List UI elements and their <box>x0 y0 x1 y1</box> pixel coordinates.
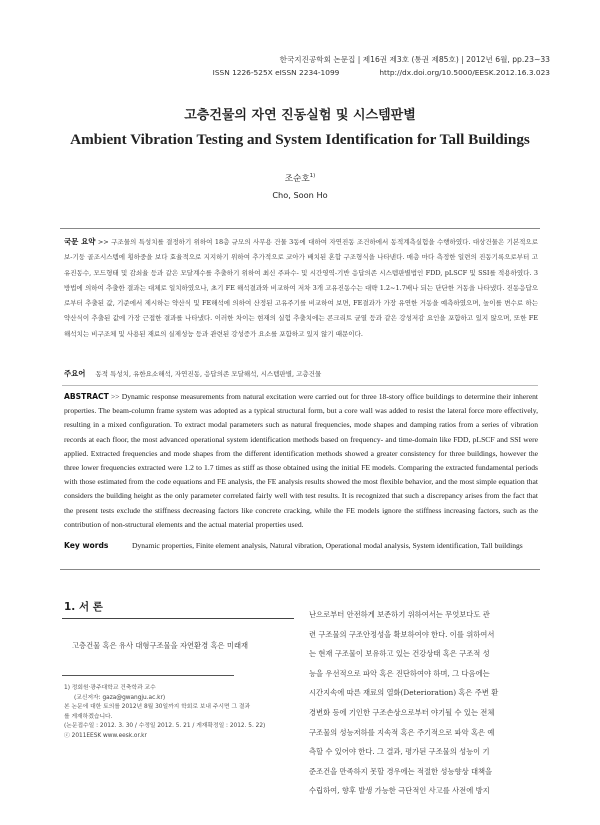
abstract-korean-label: 국문 요약 <box>64 237 96 246</box>
issn: ISSN 1226-525X eISSN 2234-1099 <box>212 68 340 77</box>
footnote-corresponding-email: (교신저자: gaza@gwangju.ac.kr) <box>74 694 166 701</box>
footnote-dates: (논문접수일 : 2012. 3. 30 / 수정일 2012. 5. 21 / 게재확정일 : 2012. 5. 22) <box>64 723 266 730</box>
keywords-english-text: Dynamic properties, Finite element analysis, Natural vibration, Operational modal analysis, System identification, Tall buildings <box>132 541 523 550</box>
title-english: Ambient Vibration Testing and System Identification for Tall Buildings <box>70 131 530 148</box>
abstract-divider <box>62 385 538 386</box>
intro-line: 난으로부터 안전하게 보존하기 위하여서는 무엇보다도 관 <box>309 610 490 619</box>
footnote-discussion-note-2: 를 게재하겠습니다. <box>64 713 113 720</box>
doi-link[interactable]: http://dx.doi.org/10.5000/EESK.2012.16.3.023 <box>379 68 550 77</box>
intro-right-column <box>309 605 539 801</box>
intro-line: 시간지속에 따른 재료의 열화(Deterioration) 혹은 주변 환 <box>309 688 499 698</box>
abstract-korean-text: 구조물의 특성치를 결정하기 위하여 18층 규모의 사무용 건물 3동에 대하여 자연진동 조건하에서 동적계측실험을 수행하였다. 대상건물은 기본적으로 보-기둥 골조시스템에 횡하중을 보다 효율적으로 지지하기 위하여 추가적으로 코아가 배치된 혼합 구조형식을 나타낸다. 매층 마다 측정한 일련의 진동기록으로부터 고유진동수, 모드형태 및 감쇠율 등과 같은 모달계수를 추출하기 위하여 최신 주파수- 및 시간영역-기반 응답의존 시스템판별법인 FDD, pLSCF 및 SSI를 적용하였다. 3방법에 의하여 추출한 결과는 대체로 일치하였으나, 초기 FE 해석결과와 비교하여 저차 3개 고유진동수는 대략 1.2~1.7배나 되는 단단한 거동을 나타냈다. 진동응답으로부터 추출된 값, 기준에서 제시하는 약산식 및 FE해석에 의하여 산정된 고유주기를 비교하여 보면, FE결과가 가장 유연한 거동을 예측하였으며, 높이를 변수로 하는 약산식이 추출된 값에 가장 근접한 결과를 나타냈다. 이러한 차이는 현재의 실험 추출치에는 콘크리트 균열 등과 같은 강성저감 요인을 포함하고 있지 않으며, 또한 FE 해석치는 비구조체 및 사용된 재료의 실제성능 등과 관련된 강성증가 요소를 포함하고 있지 않기 때문이다. <box>64 238 538 338</box>
section-title-rule <box>62 618 294 619</box>
intro-line: 수립하여, 향후 발생 가능한 극단적인 사고를 사전에 방지 <box>309 786 490 796</box>
footnote-copyright: ⓒ 2011EESK www.eesk.or.kr <box>64 732 147 739</box>
abstract-korean <box>64 234 538 342</box>
journal-citation: 한국지진공학회 논문집 | 제16권 제3호 (통권 제85호) | 2012년 6월, pp.23~33 <box>279 55 550 64</box>
section-1-title: 1. 서 론 <box>64 601 103 613</box>
keywords-korean <box>64 368 538 379</box>
author-footnote-mark: 1) <box>309 173 316 180</box>
keywords-korean-text: 동적 특성치, 유한요소해석, 자연진동, 응답의존 모달해석, 시스템판별, 고층건물 <box>95 370 322 378</box>
keywords-korean-label: 주요어 <box>64 369 86 378</box>
footnotes <box>64 684 292 742</box>
intro-line: 는 현재 구조물이 보유하고 있는 건강상태 혹은 구조적 성 <box>309 649 490 659</box>
abstract-english-text: Dynamic response measurements from natural excitation were carried out for three 18-story office buildings to determine their inherent properties. The beam-column frame system was adopted as a typical structural form, but a core wall was added to resist the lateral force more effectively, resulting in a mixed configuration. To extract modal parameters such as natural frequencies, mode shapes and damping ratios from a series of vibration records at each floor, the most advanced operational system identification methods based on frequency- and time-domain like FDD, pLSCF and SSI were applied. Extracted frequencies and mode shapes from the different identification methods showed a greater consistency for three buildings, however the three lower frequencies extracted were 1.2 to 1.7 times as stiff as those obtained using the initial FE models. Comparing the extracted fundamental periods with those estimated from the code equations and FE analysis, the FE analysis results showed the most flexible behavior, and the most simple equation that considers the building height as the only parameter correlated fairly well with test results. It is recognized that such a discrepancy arises from the fact that the present tests exclude the stiffness decreasing factors like concrete cracking, while the FE models ignore the stiffness increasing factors, such as the contribution of non-structural elements and the actual material properties used. <box>64 392 538 529</box>
author-name-korean: 조순호 <box>284 174 310 184</box>
intro-line: 련 구조물의 구조안정성을 확보하여야 한다. 이를 위하여서 <box>309 629 495 639</box>
intro-line: 구조물의 성능저하를 지속적 혹은 주기적으로 파악 혹은 예 <box>309 727 495 737</box>
keywords-english-label: Key words <box>64 541 109 550</box>
intro-paragraph-start: 고층건물 혹은 유사 대형구조물을 자연환경 혹은 미래재 <box>72 641 249 650</box>
intro-line: 능을 우선적으로 파악 혹은 진단하여야 하며, 그 다음에는 <box>309 668 490 678</box>
footnote-discussion-note-1: 본 논문에 대한 토의를 2012년 8월 30일까지 학회로 보내 주시면 그 결과 <box>64 704 251 711</box>
abstract-english-label: ABSTRACT <box>64 392 109 401</box>
footnote-affiliation: 1) 정회원·광주대학교 건축학과 교수 <box>64 685 156 691</box>
author-korean <box>0 172 600 184</box>
abstract-english <box>64 390 538 532</box>
footnote-rule <box>62 675 234 676</box>
abstract-english-arrows: >> <box>110 392 120 401</box>
intro-line: 측할 수 있어야 한다. 그 결과, 평가된 구조물의 성능이 기 <box>309 747 490 757</box>
title-korean: 고층건물의 자연 진동실험 및 시스템판별 <box>184 108 416 123</box>
author-english: Cho, Soon Ho <box>272 190 328 200</box>
intro-line: 경변화 등에 기인한 구조손상으로부터 야기될 수 있는 전체 <box>309 707 495 717</box>
abstract-korean-arrows: >> <box>97 238 109 246</box>
keywords-english <box>64 539 538 553</box>
issn-doi-line <box>213 68 550 77</box>
intro-line: 준조건을 만족하지 못할 경우에는 적절한 성능향상 대책을 <box>309 766 493 776</box>
